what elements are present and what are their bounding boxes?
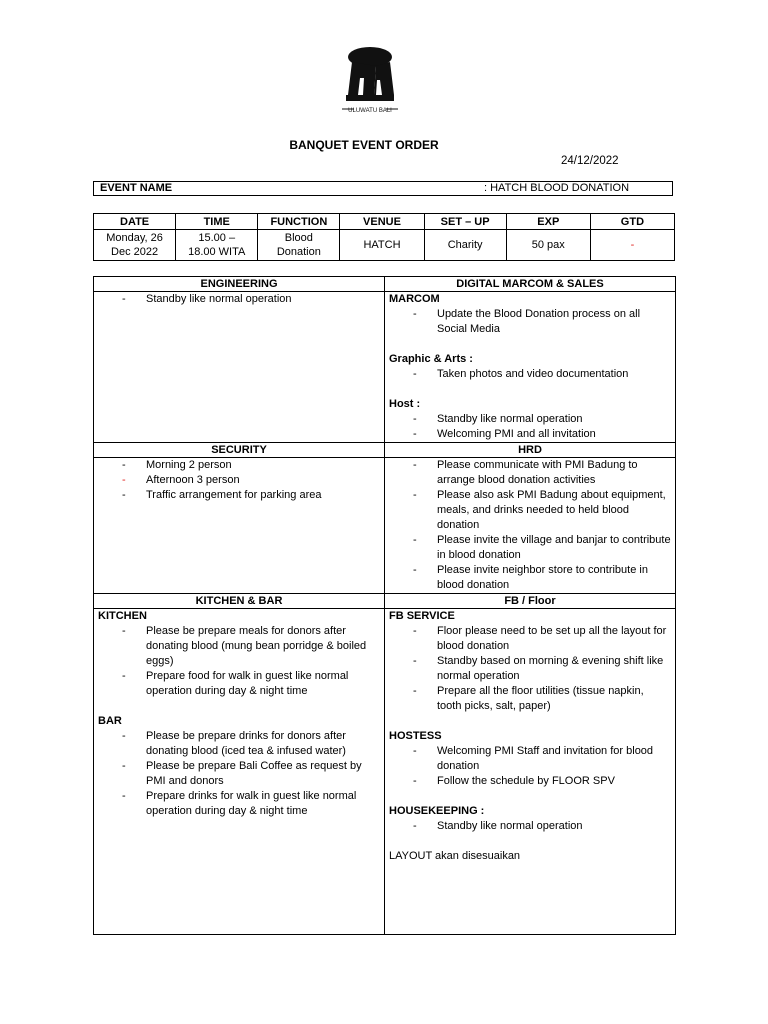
date-header: DATE bbox=[94, 214, 176, 230]
layout-note: LAYOUT akan disesuaikan bbox=[389, 850, 521, 862]
fb-service-label: FB SERVICE bbox=[389, 610, 455, 622]
list-item: - Standby like normal operation bbox=[413, 413, 583, 425]
list-item: - Prepare food for walk in guest like normal operation during day & night time bbox=[122, 670, 349, 697]
marcom-label: MARCOM bbox=[389, 293, 440, 305]
gtd-header: GTD bbox=[590, 214, 674, 230]
kitchen-bar-header: KITCHEN & BAR bbox=[94, 594, 385, 609]
setup-header: SET – UP bbox=[424, 214, 506, 230]
engineering-section bbox=[94, 292, 385, 443]
list-item: - Please communicate with PMI Badung to arrange blood donation activities bbox=[413, 459, 638, 486]
info-header-row bbox=[94, 214, 675, 230]
exp-cell: 50 pax bbox=[506, 230, 590, 261]
security-header: SECURITY bbox=[94, 443, 385, 458]
graphic-label: Graphic & Arts : bbox=[389, 353, 473, 365]
gtd-cell: - bbox=[590, 230, 674, 261]
date-cell: Monday, 26 Dec 2022 bbox=[94, 230, 176, 261]
document-date: 24/12/2022 bbox=[561, 155, 619, 167]
list-item: - Standby like normal operation bbox=[122, 293, 292, 305]
list-item: - Please invite the village and banjar to contribute in blood donation bbox=[413, 534, 671, 561]
list-item: - Follow the schedule by FLOOR SPV bbox=[413, 775, 615, 787]
venue-cell: HATCH bbox=[340, 230, 424, 261]
setup-cell: Charity bbox=[424, 230, 506, 261]
list-item: - Please invite neighbor store to contribute in blood donation bbox=[413, 564, 648, 591]
event-name-label: EVENT NAME bbox=[100, 182, 173, 194]
exp-header: EXP bbox=[506, 214, 590, 230]
kitchen-label: KITCHEN bbox=[98, 610, 147, 622]
kitchen-bar-section bbox=[94, 609, 385, 935]
list-item: - Please be prepare meals for donors after donating blood (mung bean porridge & boiled eggs) bbox=[122, 625, 367, 667]
list-item: - Please be prepare Bali Coffee as request by PMI and donors bbox=[122, 760, 362, 787]
function-header: FUNCTION bbox=[258, 214, 340, 230]
info-value-row bbox=[94, 230, 675, 261]
fb-floor-section bbox=[385, 609, 676, 935]
list-item: - Please also ask PMI Badung about equipment, meals, and drinks needed to held blood donation bbox=[413, 489, 666, 531]
list-item: - Morning 2 person bbox=[122, 459, 232, 471]
hatch-logo bbox=[330, 40, 410, 118]
list-item: - Standby based on morning & evening shift like normal operation bbox=[413, 655, 664, 682]
list-item: - Traffic arrangement for parking area bbox=[122, 489, 322, 501]
event-info-table bbox=[93, 213, 675, 261]
engineering-header: ENGINEERING bbox=[94, 277, 385, 292]
list-item: - Standby like normal operation bbox=[413, 820, 583, 832]
hrd-header: HRD bbox=[385, 443, 676, 458]
marcom-header: DIGITAL MARCOM & SALES bbox=[385, 277, 676, 292]
list-item: - Please be prepare drinks for donors after donating blood (iced tea & infused water) bbox=[122, 730, 346, 757]
list-item: - Prepare drinks for walk in guest like normal operation during day & night time bbox=[122, 790, 357, 817]
document-title: BANQUET EVENT ORDER bbox=[289, 138, 439, 152]
time-cell: 15.00 – 18.00 WITA bbox=[176, 230, 258, 261]
host-label: Host : bbox=[389, 398, 421, 410]
event-name-row bbox=[93, 181, 673, 196]
venue-header: VENUE bbox=[340, 214, 424, 230]
time-header: TIME bbox=[176, 214, 258, 230]
housekeeping-label: HOUSEKEEPING : bbox=[389, 805, 485, 817]
marcom-section bbox=[385, 292, 676, 443]
fb-floor-header: FB / Floor bbox=[385, 594, 676, 609]
list-item: - Taken photos and video documentation bbox=[413, 368, 629, 380]
list-item: - Floor please need to be set up all the layout for blood donation bbox=[413, 625, 667, 652]
list-item: - Welcoming PMI Staff and invitation for blood donation bbox=[413, 745, 654, 772]
hrd-section bbox=[385, 458, 676, 594]
security-section bbox=[94, 458, 385, 594]
event-name-value: : HATCH BLOOD DONATION bbox=[484, 182, 630, 194]
bar-label: BAR bbox=[98, 715, 122, 727]
list-item: - Prepare all the floor utilities (tissue napkin, tooth picks, salt, paper) bbox=[413, 685, 644, 712]
hostess-label: HOSTESS bbox=[389, 730, 442, 742]
department-table bbox=[93, 276, 676, 935]
function-cell: Blood Donation bbox=[258, 230, 340, 261]
logo-tagline: ULUWATU BALI bbox=[348, 108, 392, 114]
list-item: - Welcoming PMI and all invitation bbox=[413, 428, 596, 440]
list-item: - Update the Blood Donation process on all Social Media bbox=[413, 308, 641, 335]
list-item: - Afternoon 3 person bbox=[122, 474, 240, 486]
